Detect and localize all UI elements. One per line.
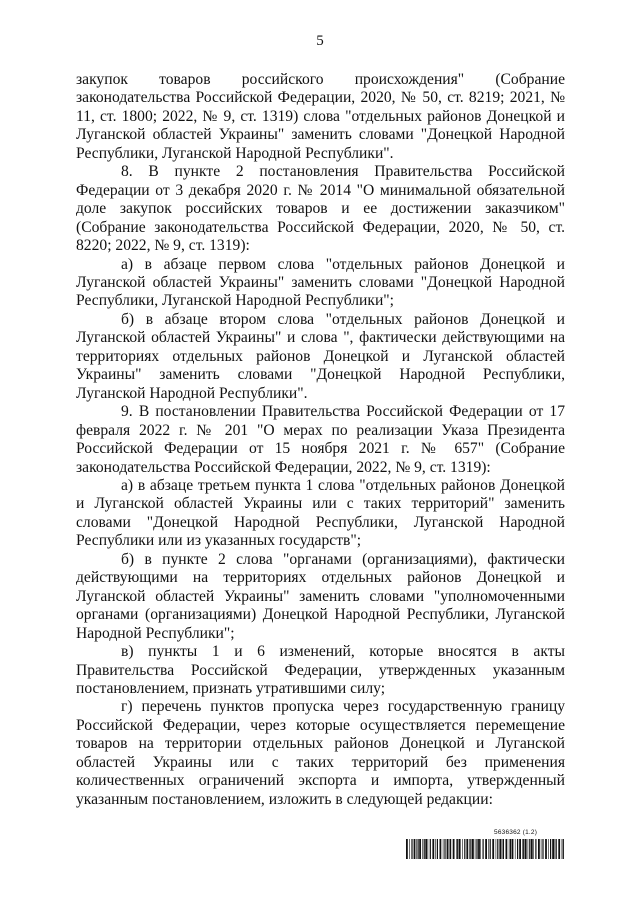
paragraph: 8. В пункте 2 постановления Правительства Российской Федерации от 3 декабря 2020 г. № 2014 "О минимальной обязательной доле закупок российских товаров и ее достижении заказчиком" (Собрание законодательства Российской Федерации, 2020, № 50, ст. 8220; 2022, № 9, ст. 1319):: [76, 163, 565, 255]
barcode-bar: [443, 839, 444, 859]
barcode-bar: [411, 839, 412, 859]
barcode-bar: [556, 839, 557, 859]
barcode-bar: [444, 839, 445, 859]
barcode-bar: [416, 839, 417, 859]
barcode-bar: [496, 839, 497, 859]
barcode-bar: [457, 839, 458, 859]
barcode-bar: [430, 839, 431, 859]
barcode-bar: [510, 839, 511, 859]
barcode-bar: [552, 839, 554, 859]
document-code: 5636362 (1.2): [494, 829, 538, 836]
barcode-bar: [522, 839, 523, 859]
barcode-bar: [533, 839, 534, 859]
barcode-bar: [440, 839, 442, 859]
paragraph: б) в абзаце втором слова "отдельных районов Донецкой и Луганской областей Украины" и слова ", фактически действующими на территориях отдельных районов Донецкой и Луганской областей Украины" заменить словами "Донецкой Народной Республики, Луганской Народной Республики".: [76, 310, 565, 402]
barcode-bar: [523, 839, 524, 859]
barcode-bar: [418, 839, 419, 859]
paragraph: в) пункты 1 и 6 изменений, которые вносятся в акты Правительства Российской Федерации, утвержденных указанным постановлением, признать утратившими силу;: [76, 643, 565, 697]
barcode-bar: [548, 839, 549, 859]
paragraph: а) в абзаце третьем пункта 1 слова "отдельных районов Донецкой и Луганской областей Украины или с таких территорий" заменить словами "Донецкой Народной Республики, Луганской Народной Республики или из указанных государств";: [76, 476, 565, 550]
page-number: 5: [316, 33, 324, 49]
barcode-bar: [483, 839, 484, 859]
barcode-bar: [450, 839, 451, 859]
barcode-bar: [517, 839, 518, 859]
barcode-bar: [538, 839, 540, 859]
barcode-bar: [555, 839, 556, 859]
barcode-bar: [550, 839, 551, 859]
barcode-bar: [499, 839, 501, 859]
barcode-bar: [472, 839, 474, 859]
barcode-bar: [502, 839, 503, 859]
barcode-bar: [515, 839, 516, 859]
barcode-bar: [519, 839, 521, 859]
barcode-bar: [558, 839, 560, 859]
barcode-bar: [480, 839, 481, 859]
barcode-bar: [425, 839, 427, 859]
barcode-bar: [462, 839, 463, 859]
barcode-bar: [506, 839, 508, 859]
barcode-bar: [422, 839, 423, 859]
barcode-bar: [428, 839, 429, 859]
barcode-bar: [488, 839, 489, 859]
body-text: [76, 71, 565, 809]
barcode-bar: [406, 839, 408, 859]
barcode-bar: [490, 839, 491, 859]
paragraph: 9. В постановлении Правительства Российской Федерации от 17 февраля 2022 г. № 201 "О мерах по реализации Указа Президента Российской Федерации от 15 ноября 2021 г. № 657" (Собрание законодательства Российской Федерации, 2022, № 9, ст. 1319):: [76, 403, 565, 476]
barcode-bar: [497, 839, 498, 859]
barcode-bar: [424, 839, 425, 859]
barcode-bar: [464, 839, 465, 859]
barcode-bar: [478, 839, 480, 859]
barcode-bar: [563, 839, 564, 859]
barcode-bar: [469, 839, 470, 859]
barcode-bar: [459, 839, 461, 859]
barcode-bar: [475, 839, 476, 859]
barcode-bar: [449, 839, 450, 859]
barcode-bar: [542, 839, 543, 859]
barcode-bar: [503, 839, 504, 859]
barcode-bar: [466, 839, 468, 859]
barcode-bar: [531, 839, 533, 859]
barcode-bar: [453, 839, 455, 859]
barcode-bar: [437, 839, 438, 859]
barcode-bar: [535, 839, 536, 859]
barcode-bar: [432, 839, 434, 859]
barcode-bar: [485, 839, 487, 859]
barcode-bar: [529, 839, 530, 859]
paragraph: б) в пункте 2 слова "органами (организациями), фактически действующими на территориях отдельных районов Донецкой и Луганской областей Украины" заменить словами "уполномоченными органами (организациями) Донецкой Народной Республики, Луганской Народной Республики";: [76, 550, 565, 642]
barcode-bar: [512, 839, 514, 859]
barcode-bar: [409, 839, 410, 859]
barcode-bar: [528, 839, 529, 859]
barcode-bar: [541, 839, 542, 859]
barcode: [406, 839, 566, 859]
barcode-bar: [435, 839, 436, 859]
barcode-bar: [419, 839, 421, 859]
barcode-bar: [545, 839, 547, 859]
paragraph: а) в абзаце первом слова "отдельных районов Донецкой и Луганской областей Украины" заменить словами "Донецкой Народной Республики, Луганской Народной Республики";: [76, 255, 565, 310]
barcode-bar: [562, 839, 563, 859]
paragraph: закупок товаров российского происхождения" (Собрание законодательства Российской Федерации, 2020, № 50, ст. 8219; 2021, № 11, ст. 1800; 2022, № 9, ст. 1319) слова "отдельных районов Донецкой и Луганской областей Украины" заменить словами "Донецкой Народной Республики, Луганской Народной Республики".: [76, 71, 565, 162]
barcode-bar: [470, 839, 471, 859]
barcode-bar: [456, 839, 457, 859]
paragraph: г) перечень пунктов пропуска через государственную границу Российской Федерации, через которые осуществляется перемещение товаров на территории отдельных районов Донецкой и Луганской областей Украины или с таких территорий без применения количественных ограничений экспорта и импорта, утвержденный указанным постановлением, изложить в следующей редакции:: [76, 698, 565, 808]
barcode-bar: [509, 839, 510, 859]
barcode-bar: [476, 839, 477, 859]
barcode-bar: [525, 839, 527, 859]
barcode-bar: [414, 839, 416, 859]
barcode-bar: [447, 839, 449, 859]
barcode-bar: [492, 839, 494, 859]
